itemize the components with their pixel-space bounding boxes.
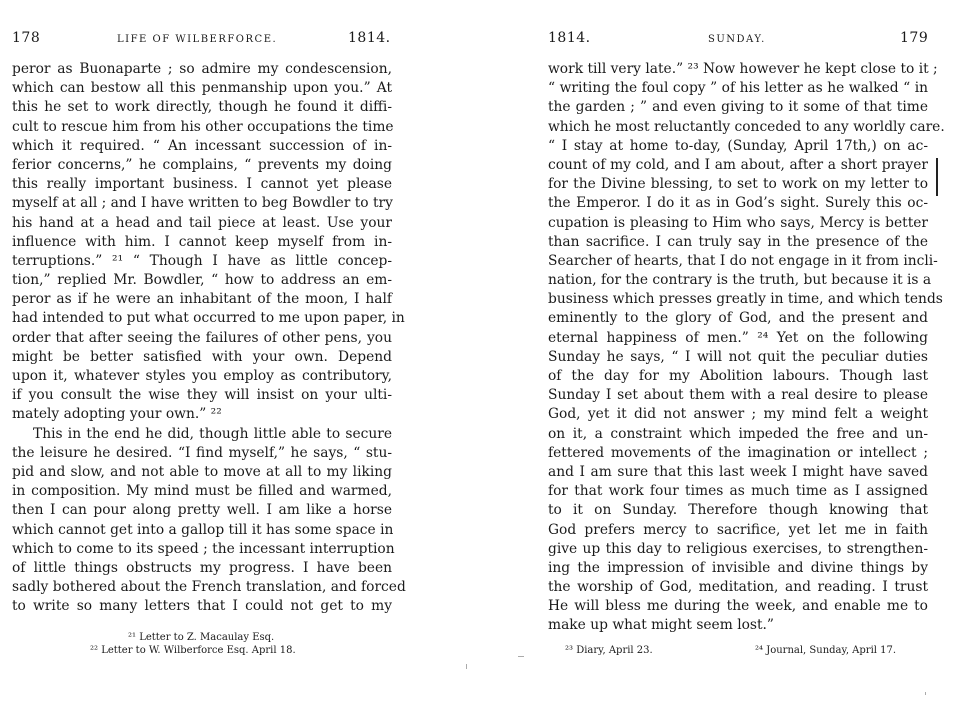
text-line: God, yet it did not answer ; my mind felt a weight [548, 406, 928, 423]
text-line: had intended to put what occurred to me upon paper, in [12, 310, 405, 327]
text-line: terruptions.” ²¹ “ Though I have as little concep- [12, 252, 392, 269]
text-line: Searcher of hearts, that I do not engage in it from incli- [548, 252, 938, 269]
text-line: which it required. “ An incessant succession of in- [12, 137, 392, 154]
text-line: of the day for my Abolition labours. Though last [548, 368, 928, 384]
right-body-text [548, 60, 945, 636]
text-line: the leisure he desired. “I find myself,” he says, “ stu- [12, 444, 392, 461]
footnote: ²⁴ Journal, Sunday, April 17. [755, 645, 897, 656]
text-line: might be better satisfied with your own. Depend [12, 348, 392, 365]
text-line: on it, a constraint which impeded the free and un- [548, 425, 928, 442]
text-line: then I can pour along pretty well. I am like a horse [12, 502, 392, 519]
text-line: order that after seeing the failures of other pens, you [12, 329, 392, 346]
text-line: in composition. My mind must be filled and warmed, [12, 483, 392, 500]
right-header-year: 1814. [548, 30, 591, 46]
text-line: count of my cold, and I am about, after a short prayer [548, 156, 928, 173]
right-footnotes [565, 644, 910, 657]
gutter-mark [518, 656, 524, 657]
left-running-title [117, 30, 277, 46]
text-line: work till very late.” ²³ Now however he kept close to it ; [548, 61, 938, 77]
right-running-title-text: SUNDAY. [708, 34, 766, 45]
footnote: ²³ Diary, April 23. [565, 645, 653, 656]
text-line: eternal happiness of men.” ²⁴ Yet on the following [548, 329, 928, 346]
text-line: his hand at a head and tail piece at least. Use your [12, 214, 392, 231]
text-line: if you consult the wise they will insist on your ulti- [12, 387, 392, 404]
text-line: give up this day to religious exercises, to strengthen- [548, 540, 928, 557]
text-line: this he set to work directly, though he found it diffi- [12, 99, 392, 116]
text-line: for the Divine blessing, to set to work on my letter to [548, 176, 928, 193]
text-line: nation, for the contrary is the truth, but because it is a [548, 272, 932, 289]
left-footnotes [90, 631, 296, 657]
text-line: than sacrifice. I can truly say in the presence of the [548, 233, 928, 250]
margin-bar [936, 158, 938, 196]
left-page-number: 178 [12, 30, 41, 46]
right-running-title [708, 30, 766, 46]
gutter-mark [466, 664, 467, 669]
text-line: cupation is pleasing to Him who says, Mercy is better [548, 214, 928, 231]
text-line: ferior concerns,” he complains, “ prevents my doing [12, 156, 392, 173]
left-header-year: 1814. [348, 30, 391, 46]
text-line: and I am sure that this last week I might have saved [548, 463, 928, 480]
footnote: ²² Letter to W. Wilberforce Esq. April 18. [90, 645, 296, 656]
text-line: pid and slow, and not able to move at all to my liking [12, 463, 392, 480]
text-line: He will bless me during the week, and enable me to [548, 598, 928, 615]
text-line: “ writing the foul copy ” of his letter as he walked “ in [548, 80, 928, 97]
text-line: which to come to its speed ; the incessant interruption [12, 540, 395, 557]
text-line: for that work four times as much time as I assigned [548, 483, 928, 500]
gutter-mark [925, 692, 926, 695]
text-line: eminently to the glory of God, and the present and [548, 310, 928, 327]
text-line: business which presses greatly in time, and which tends [548, 291, 943, 308]
text-line: peror as Buonaparte ; so admire my condescension, [12, 61, 392, 77]
text-line: influence with him. I cannot keep myself from in- [12, 233, 392, 250]
text-line: This in the end he did, though little able to secure [33, 425, 392, 442]
footnote: ²¹ Letter to Z. Macaulay Esq. [128, 632, 275, 643]
text-line: myself at all ; and I have written to beg Bowdler to try [12, 195, 393, 212]
text-line: the Emperor. I do it as in God’s sight. Surely this oc- [548, 195, 928, 212]
text-line: which he most reluctantly conceded to any worldly care. [548, 118, 945, 135]
text-line: to write so many letters that I could not get to my [12, 598, 392, 615]
text-line: God prefers mercy to sacrifice, yet let me in faith [548, 521, 928, 538]
text-line: upon it, whatever styles you employ as contributory, [12, 368, 392, 384]
text-line: make up what might seem lost.” [548, 617, 774, 634]
right-page-number: 179 [900, 30, 929, 46]
text-line: peror as if he were an inhabitant of the moon, I half [12, 291, 392, 308]
text-line: tion,” replied Mr. Bowdler, “ how to address an em- [12, 272, 392, 289]
text-line: ing the impression of invisible and divine things by [548, 559, 928, 576]
text-line: the worship of God, meditation, and reading. I trust [548, 579, 928, 596]
text-line: which cannot get into a gallop till it has some space in [12, 521, 394, 538]
text-line: fettered movements of the imagination or intellect ; [548, 444, 928, 461]
text-line: cult to rescue him from his other occupations the time [12, 118, 394, 135]
text-line: of little things obstructs my progress. I have been [12, 559, 392, 576]
left-body-text [12, 60, 406, 616]
left-running-title-text: LIFE OF WILBERFORCE. [117, 34, 278, 45]
text-line: Sunday I set about them with a real desire to please [548, 387, 928, 404]
text-line: which can bestow all this penmanship upon you.” At [12, 80, 392, 97]
text-line: mately adopting your own.” ²² [12, 406, 222, 423]
text-line: “ I stay at home to-day, (Sunday, April 17th,) on ac- [548, 137, 928, 154]
text-line: this really important business. I cannot yet please [12, 176, 392, 193]
text-line: sadly bothered about the French translation, and forced [12, 579, 406, 596]
text-line: the garden ; ” and even giving to it some of that time [548, 99, 928, 116]
text-line: to it on Sunday. Therefore though knowing that [548, 502, 928, 519]
text-line: Sunday he says, “ I will not quit the peculiar duties [548, 348, 928, 365]
